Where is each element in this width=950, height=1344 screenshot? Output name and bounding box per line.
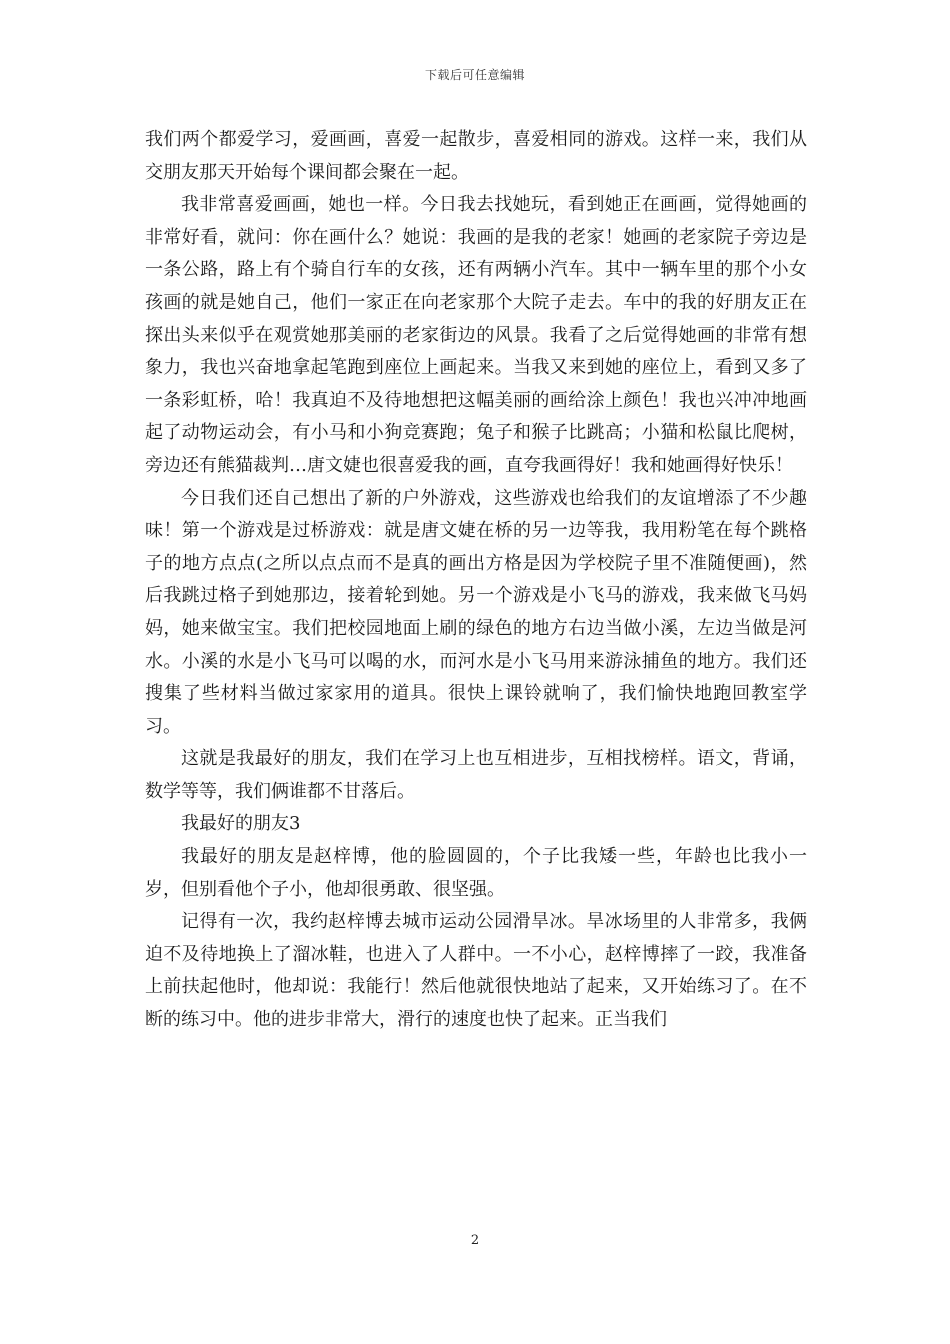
section-title: 我最好的朋友3	[181, 813, 301, 835]
paragraph-4: 这就是我最好的朋友，我们在学习上也互相进步，互相找榜样。语文，背诵，数学等等，我们俩谁都不甘落后。	[145, 748, 807, 802]
paragraph-5: 我最好的朋友是赵梓博，他的脸圆圆的，个子比我矮一些，年龄也比我小一岁，但别看他个子小，他却很勇敢、很坚强。	[145, 846, 807, 900]
paragraph-1: 我们两个都爱学习，爱画画，喜爱一起散步，喜爱相同的游戏。这样一来，我们从交朋友那天开始每个课间都会聚在一起。	[145, 129, 807, 183]
paragraph-6: 记得有一次，我约赵梓博去城市运动公园滑旱冰。旱冰场里的人非常多，我俩迫不及待地换上了溜冰鞋，也进入了人群中。一不小心，赵梓博摔了一跤，我准备上前扶起他时，他却说：我能行！然后他就很快地站了起来，又开始练习了。在不断的练习中。他的进步非常大，滑行的速度也快了起来。正当我们	[145, 911, 807, 1031]
paragraph-3: 今日我们还自己想出了新的户外游戏，这些游戏也给我们的友谊增添了不少趣味！第一个游戏是过桥游戏：就是唐文婕在桥的另一边等我，我用粉笔在每个跳格子的地方点点(之所以点点而不是真的画出方格是因为学校院子里不准随便画)，然后我跳过格子到她那边，接着轮到她。另一个游戏是小飞马的游戏，我来做飞马妈妈，她来做宝宝。我们把校园地面上刷的绿色的地方右边当做小溪，左边当做是河水。小溪的水是小飞马可以喝的水，而河水是小飞马用来游泳捕鱼的地方。我们还搜集了些材料当做过家家用的道具。很快上课铃就响了，我们愉快地跑回教室学习。	[145, 487, 807, 737]
paragraph-2: 我非常喜爱画画，她也一样。今日我去找她玩，看到她正在画画，觉得她画的非常好看，就问：你在画什么？她说：我画的是我的老家！她画的老家院子旁边是一条公路，路上有个骑自行车的女孩，还有两辆小汽车。其中一辆车里的那个小女孩画的就是她自己，他们一家正在向老家那个大院子走去。车中的我的好朋友正在探出头来似乎在观赏她那美丽的老家街边的风景。我看了之后觉得她画的非常有想象力，我也兴奋地拿起笔跑到座位上画起来。当我又来到她的座位上，看到又多了一条彩虹桥，哈！我真迫不及待地想把这幅美丽的画给涂上颜色！我也兴冲冲地画起了动物运动会，有小马和小狗竞赛跑；兔子和猴子比跳高；小猫和松鼠比爬树，旁边还有熊猫裁判…唐文婕也很喜爱我的画，直夸我画得好！我和她画得好快乐！	[145, 194, 807, 476]
page-number: 2	[470, 1233, 480, 1248]
body-text	[145, 124, 807, 1037]
page-header: 下载后可任意编辑	[424, 68, 525, 82]
